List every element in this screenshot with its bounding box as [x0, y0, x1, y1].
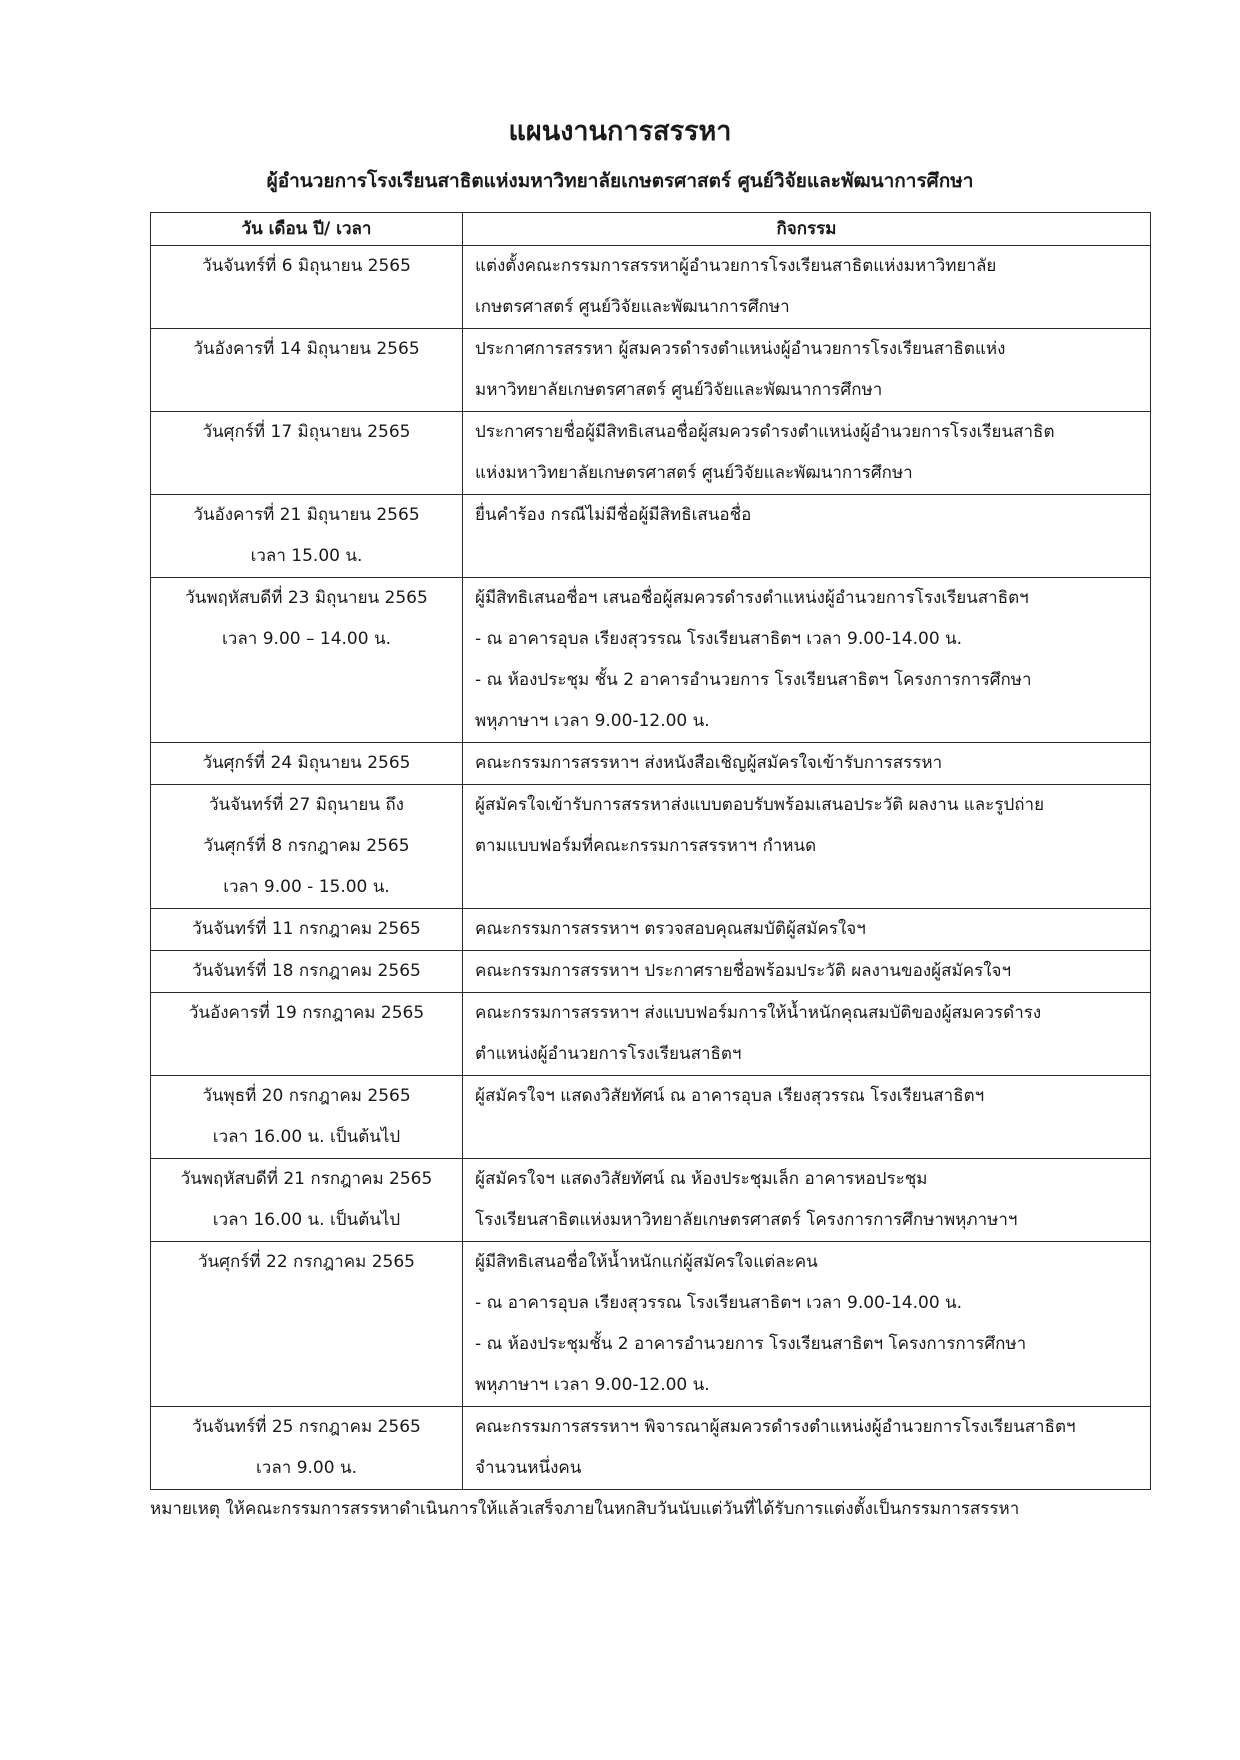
activity-cell [463, 578, 1151, 743]
table-row [151, 743, 1151, 785]
activity-line: จำนวนหนึ่งคน [475, 1458, 582, 1478]
activity-line: ผู้มีสิทธิเสนอชื่อให้น้ำหนักแก่ผู้สมัครใจแต่ละคน [475, 1252, 818, 1272]
activity-cell [463, 743, 1151, 785]
date-line: วันพุธที่ 20 กรกฎาคม 2565 [202, 1086, 411, 1106]
date-line: เวลา 9.00 น. [255, 1458, 357, 1478]
table-row [151, 909, 1151, 951]
document-subtitle: ผู้อำนวยการโรงเรียนสาธิตแห่งมหาวิทยาลัยเกษตรศาสตร์ ศูนย์วิจัยและพัฒนาการศึกษา [266, 170, 974, 192]
date-line: วันศุกร์ที่ 17 มิถุนายน 2565 [202, 422, 411, 442]
table-row [151, 412, 1151, 495]
date-line: เวลา 16.00 น. เป็นต้นไป [212, 1127, 401, 1147]
activity-cell [463, 495, 1151, 578]
header-activity: กิจกรรม [463, 213, 1151, 246]
date-cell [151, 1407, 463, 1490]
activity-line: คณะกรรมการสรรหาฯ ประกาศรายชื่อพร้อมประวัติ ผลงานของผู้สมัครใจฯ [475, 961, 1012, 981]
table-row [151, 1242, 1151, 1407]
date-line: เวลา 9.00 – 14.00 น. [222, 629, 391, 649]
table-header-row [151, 213, 1151, 246]
date-line: วันศุกร์ที่ 8 กรกฎาคม 2565 [203, 836, 410, 856]
date-line: วันจันทร์ที่ 27 มิถุนายน ถึง [209, 795, 404, 815]
table-row [151, 951, 1151, 993]
table-row [151, 1407, 1151, 1490]
date-cell [151, 785, 463, 909]
date-line: วันศุกร์ที่ 24 มิถุนายน 2565 [202, 753, 411, 773]
activity-cell [463, 1242, 1151, 1407]
date-cell [151, 578, 463, 743]
table-row [151, 1076, 1151, 1159]
date-cell [151, 993, 463, 1076]
activity-cell [463, 993, 1151, 1076]
activity-line: - ณ อาคารอุบล เรียงสุวรรณ โรงเรียนสาธิตฯ เวลา 9.00-14.00 น. [475, 1293, 963, 1313]
activity-line: ตำแหน่งผู้อำนวยการโรงเรียนสาธิตฯ [475, 1044, 742, 1064]
activity-line: มหาวิทยาลัยเกษตรศาสตร์ ศูนย์วิจัยและพัฒนาการศึกษา [475, 380, 883, 400]
activity-line: พหุภาษาฯ เวลา 9.00-12.00 น. [475, 711, 710, 731]
table-row [151, 1159, 1151, 1242]
header-date: วัน เดือน ปี/ เวลา [151, 213, 463, 246]
activity-cell [463, 785, 1151, 909]
date-line: วันศุกร์ที่ 22 กรกฎาคม 2565 [198, 1252, 415, 1272]
activity-line: - ณ อาคารอุบล เรียงสุวรรณ โรงเรียนสาธิตฯ เวลา 9.00-14.00 น. [475, 629, 963, 649]
date-cell [151, 329, 463, 412]
date-cell [151, 951, 463, 993]
date-cell [151, 743, 463, 785]
table-row [151, 329, 1151, 412]
date-line: วันอังคารที่ 19 กรกฎาคม 2565 [188, 1003, 425, 1023]
activity-cell [463, 909, 1151, 951]
date-cell [151, 1076, 463, 1159]
activity-line: ประกาศรายชื่อผู้มีสิทธิเสนอชื่อผู้สมควรดำรงตำแหน่งผู้อำนวยการโรงเรียนสาธิต [475, 422, 1055, 442]
date-cell [151, 1159, 463, 1242]
activity-line: คณะกรรมการสรรหาฯ ตรวจสอบคุณสมบัติผู้สมัครใจฯ [475, 919, 866, 939]
schedule-table [150, 212, 1151, 1490]
remark-note: หมายเหตุ ให้คณะกรรมการสรรหาดำเนินการให้แล้วเสร็จภายในหกสิบวันนับแต่วันที่ได้รับการแต่งตั้งเป็นกรรมการสรรหา [150, 1499, 1020, 1519]
date-line: วันอังคารที่ 21 มิถุนายน 2565 [193, 505, 420, 525]
date-line: เวลา 15.00 น. [250, 546, 363, 566]
activity-line: เกษตรศาสตร์ ศูนย์วิจัยและพัฒนาการศึกษา [475, 297, 790, 317]
activity-line: ประกาศการสรรหา ผู้สมควรดำรงตำแหน่งผู้อำนวยการโรงเรียนสาธิตแห่ง [475, 339, 1006, 359]
activity-cell [463, 329, 1151, 412]
activity-line: - ณ ห้องประชุม ชั้น 2 อาคารอำนวยการ โรงเรียนสาธิตฯ โครงการการศึกษา [475, 670, 1032, 690]
schedule-body [151, 246, 1151, 1490]
activity-cell [463, 1076, 1151, 1159]
activity-line: แห่งมหาวิทยาลัยเกษตรศาสตร์ ศูนย์วิจัยและพัฒนาการศึกษา [475, 463, 913, 483]
document-title: แผนงานการสรรหา [508, 116, 732, 147]
activity-cell [463, 246, 1151, 329]
date-cell [151, 909, 463, 951]
activity-line: คณะกรรมการสรรหาฯ พิจารณาผู้สมควรดำรงตำแหน่งผู้อำนวยการโรงเรียนสาธิตฯ [475, 1417, 1076, 1437]
table-row [151, 785, 1151, 909]
table-row [151, 993, 1151, 1076]
date-line: เวลา 9.00 - 15.00 น. [223, 877, 390, 897]
date-line: วันอังคารที่ 14 มิถุนายน 2565 [193, 339, 420, 359]
activity-cell [463, 951, 1151, 993]
activity-line: ตามแบบฟอร์มที่คณะกรรมการสรรหาฯ กำหนด [475, 836, 817, 856]
activity-line: ผู้สมัครใจฯ แสดงวิสัยทัศน์ ณ ห้องประชุมเล็ก อาคารหอประชุม [475, 1169, 928, 1189]
activity-line: ผู้สมัครใจฯ แสดงวิสัยทัศน์ ณ อาคารอุบล เรียงสุวรรณ โรงเรียนสาธิตฯ [475, 1086, 985, 1106]
activity-line: คณะกรรมการสรรหาฯ ส่งหนังสือเชิญผู้สมัครใจเข้ารับการสรรหา [475, 753, 943, 773]
activity-line: พหุภาษาฯ เวลา 9.00-12.00 น. [475, 1375, 710, 1395]
activity-cell [463, 1159, 1151, 1242]
activity-cell [463, 412, 1151, 495]
table-row [151, 578, 1151, 743]
date-cell [151, 412, 463, 495]
activity-line: ผู้มีสิทธิเสนอชื่อฯ เสนอชื่อผู้สมควรดำรงตำแหน่งผู้อำนวยการโรงเรียนสาธิตฯ [475, 588, 1029, 608]
activity-line: ผู้สมัครใจเข้ารับการสรรหาส่งแบบตอบรับพร้อมเสนอประวัติ ผลงาน และรูปถ่าย [475, 795, 1045, 815]
table-row [151, 246, 1151, 329]
activity-line: โรงเรียนสาธิตแห่งมหาวิทยาลัยเกษตรศาสตร์ โครงการการศึกษาพหุภาษาฯ [475, 1210, 1018, 1230]
date-line: วันพฤหัสบดีที่ 21 กรกฎาคม 2565 [180, 1169, 433, 1189]
activity-line: คณะกรรมการสรรหาฯ ส่งแบบฟอร์มการให้น้ำหนักคุณสมบัติของผู้สมควรดำรง [475, 1003, 1042, 1023]
date-line: วันจันทร์ที่ 6 มิถุนายน 2565 [202, 256, 411, 276]
activity-cell [463, 1407, 1151, 1490]
table-row [151, 495, 1151, 578]
activity-line: ยื่นคำร้อง กรณีไม่มีชื่อผู้มีสิทธิเสนอชื่อ [475, 505, 752, 525]
date-line: เวลา 16.00 น. เป็นต้นไป [212, 1210, 401, 1230]
date-line: วันจันทร์ที่ 25 กรกฎาคม 2565 [192, 1417, 421, 1437]
date-line: วันจันทร์ที่ 18 กรกฎาคม 2565 [192, 961, 421, 981]
date-line: วันพฤหัสบดีที่ 23 มิถุนายน 2565 [185, 588, 428, 608]
activity-line: แต่งตั้งคณะกรรมการสรรหาผู้อำนวยการโรงเรียนสาธิตแห่งมหาวิทยาลัย [475, 256, 997, 276]
activity-line: - ณ ห้องประชุมชั้น 2 อาคารอำนวยการ โรงเรียนสาธิตฯ โครงการการศึกษา [475, 1334, 1027, 1354]
date-cell [151, 1242, 463, 1407]
date-cell [151, 495, 463, 578]
date-cell [151, 246, 463, 329]
date-line: วันจันทร์ที่ 11 กรกฎาคม 2565 [192, 919, 421, 939]
